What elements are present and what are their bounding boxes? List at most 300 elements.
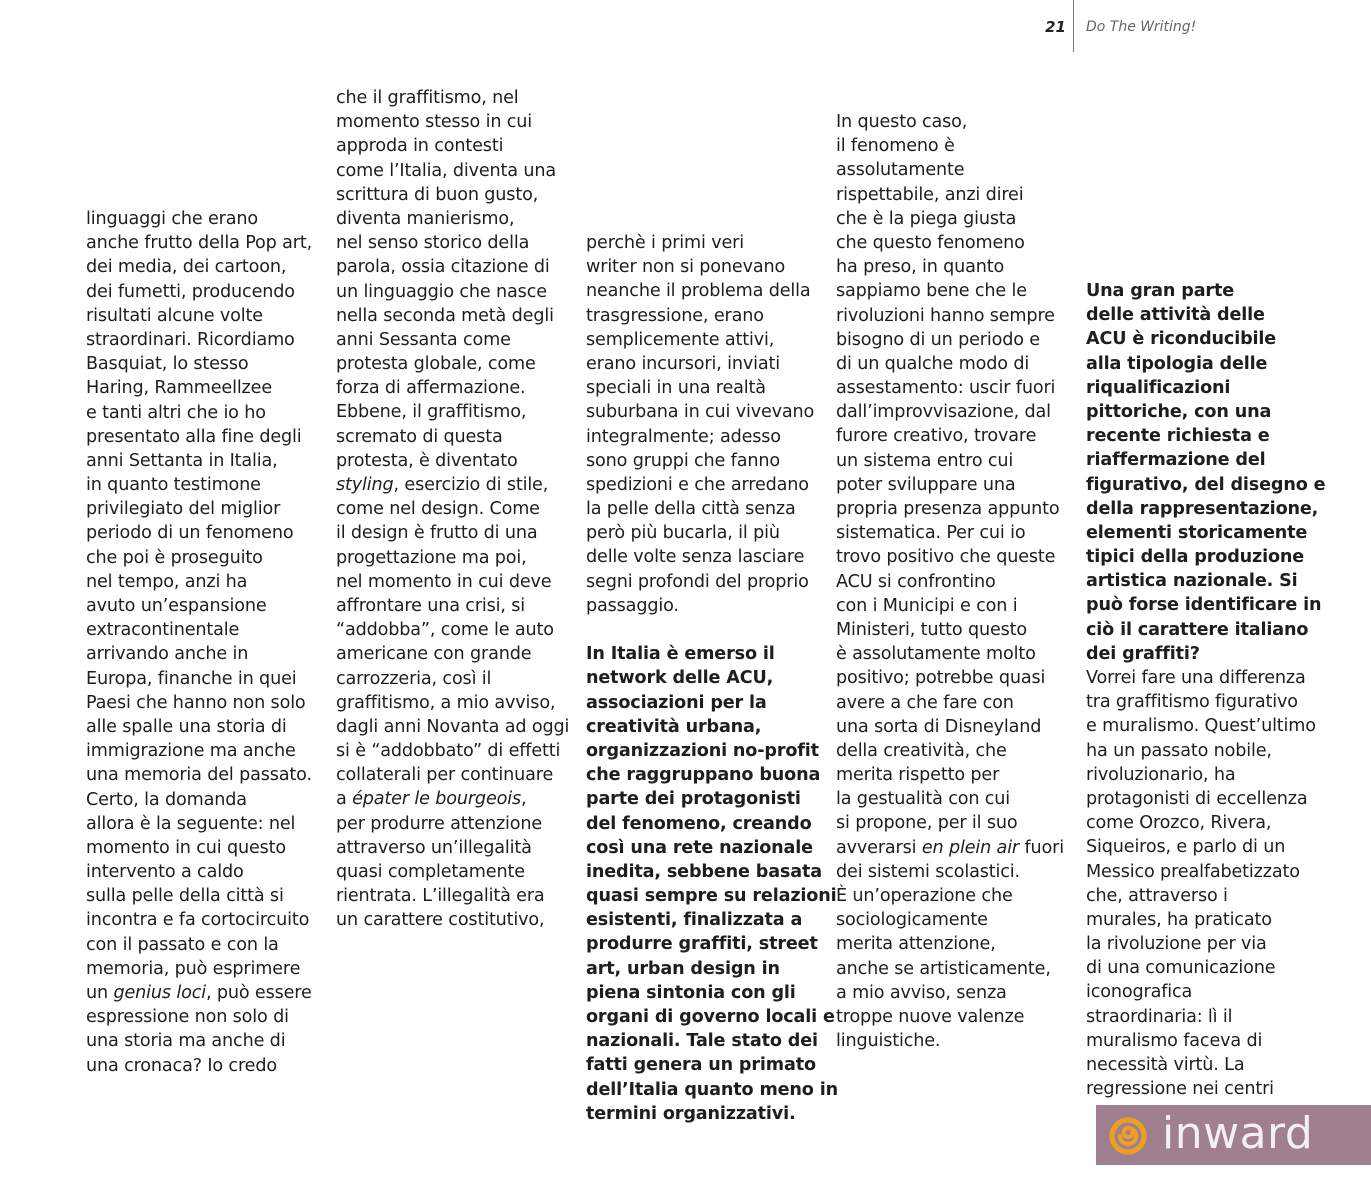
line-text: delle attività delle bbox=[1086, 305, 1265, 326]
line-text: dei media, dei cartoon, bbox=[86, 257, 287, 278]
line-text: con i Municipi e con i bbox=[836, 595, 1018, 616]
line-text: nel tempo, anzi ha bbox=[86, 571, 248, 592]
line-text: Haring, Rammeellzee bbox=[86, 378, 272, 399]
line-text: inedita, sebbene basata bbox=[586, 861, 822, 882]
text-line bbox=[86, 376, 322, 400]
text-line bbox=[836, 207, 1072, 231]
line-text: piena sintonia con gli bbox=[586, 982, 796, 1003]
line-text: che il graffitismo, nel bbox=[336, 88, 519, 108]
line-text: si propone, per il suo bbox=[836, 813, 1018, 834]
line-text: privilegiato del miglior bbox=[86, 499, 281, 520]
text-line bbox=[336, 642, 572, 666]
text-line bbox=[336, 159, 572, 183]
text-column-4 bbox=[836, 110, 1072, 1053]
text-line bbox=[86, 836, 322, 860]
line-text: la pelle della città senza bbox=[586, 499, 796, 520]
text-line bbox=[836, 715, 1072, 739]
text-line bbox=[586, 449, 822, 473]
line-text: Certo, la domanda bbox=[86, 789, 247, 810]
text-line bbox=[836, 618, 1072, 642]
line-text: momento in cui questo bbox=[86, 837, 287, 858]
line-text: scrittura di buon gusto, bbox=[336, 184, 539, 205]
line-text: troppe nuove valenze bbox=[836, 1006, 1025, 1027]
text-line bbox=[86, 304, 322, 328]
text-line bbox=[586, 884, 837, 908]
text-line bbox=[586, 739, 822, 763]
text-column-1 bbox=[86, 207, 322, 1078]
text-line bbox=[586, 352, 822, 376]
line-text: linguistiche. bbox=[836, 1031, 941, 1052]
inward-logo bbox=[1096, 1105, 1371, 1165]
text-line bbox=[586, 715, 822, 739]
text-line bbox=[336, 860, 572, 884]
text-line bbox=[86, 933, 322, 957]
text-line bbox=[86, 497, 322, 521]
line-text: si è “addobbato” di effetti bbox=[336, 741, 561, 762]
line-text: propria presenza appunto bbox=[836, 499, 1060, 519]
line-text: poter sviluppare una bbox=[836, 474, 1016, 495]
text-line bbox=[586, 666, 822, 690]
text-line bbox=[86, 401, 322, 425]
text-line bbox=[1086, 980, 1322, 1004]
text-line bbox=[86, 521, 322, 545]
text-line bbox=[836, 908, 1072, 932]
line-text: suburbana in cui vivevano bbox=[586, 402, 815, 423]
line-text: il design è frutto di una bbox=[336, 523, 538, 544]
line-text: Messico prealfabetizzato bbox=[1086, 861, 1300, 882]
line-text: organi di governo locali e bbox=[586, 1007, 835, 1027]
line-text: creatività urbana, bbox=[586, 716, 762, 737]
line-text: trovo positivo che queste bbox=[836, 547, 1056, 568]
text-line bbox=[836, 110, 1072, 134]
line-text: sistematica. Per cui io bbox=[836, 523, 1026, 544]
line-text: nella seconda metà degli bbox=[336, 305, 554, 326]
line-text: straordinari. Ricordiamo bbox=[86, 329, 295, 350]
text-line bbox=[836, 666, 1072, 690]
text-line bbox=[1086, 835, 1322, 859]
line-text: In questo caso, bbox=[836, 112, 968, 132]
text-line bbox=[836, 1029, 1072, 1053]
text-line bbox=[836, 497, 1072, 521]
line-text: anni Sessanta come bbox=[336, 329, 511, 350]
line-text: avverarsi bbox=[836, 837, 922, 858]
text-line bbox=[336, 570, 572, 594]
text-line bbox=[1086, 787, 1322, 811]
text-line bbox=[1086, 763, 1322, 787]
line-text: attraverso un’illegalità bbox=[336, 837, 532, 858]
line-text: che raggruppano buona bbox=[586, 765, 821, 786]
line-text: bisogno di un periodo e bbox=[836, 329, 1040, 350]
text-line bbox=[86, 715, 322, 739]
line-text: tra graffitismo figurativo bbox=[1086, 692, 1298, 713]
text-line bbox=[336, 449, 572, 473]
line-text: produrre graffiti, street bbox=[586, 934, 818, 955]
line-text: espressione non solo di bbox=[86, 1007, 289, 1028]
line-text: alla tipologia delle bbox=[1086, 353, 1268, 374]
line-text: associazioni per la bbox=[586, 692, 767, 713]
text-line bbox=[336, 110, 572, 134]
text-line bbox=[836, 811, 1072, 835]
text-line bbox=[86, 908, 322, 932]
text-line bbox=[836, 521, 1072, 545]
text-line bbox=[1086, 618, 1322, 642]
text-line bbox=[86, 618, 322, 642]
text-line bbox=[1086, 956, 1322, 980]
text-line bbox=[336, 255, 572, 279]
line-text: protesta, è diventato bbox=[336, 450, 518, 471]
italic-phrase: épater le bourgeois bbox=[352, 789, 521, 810]
line-text: ACU è riconducibile bbox=[1086, 329, 1277, 350]
line-text: collaterali per continuare bbox=[336, 765, 554, 786]
text-line bbox=[586, 836, 822, 860]
line-text: quasi sempre su relazioni bbox=[586, 886, 837, 907]
text-line bbox=[586, 255, 822, 279]
text-line bbox=[86, 788, 322, 812]
text-line bbox=[586, 642, 822, 666]
line-text: memoria, può esprimere bbox=[86, 958, 301, 979]
line-text: ha preso, in quanto bbox=[836, 257, 1005, 278]
line-text: forza di affermazione. bbox=[336, 378, 526, 399]
line-text: nazionali. Tale stato dei bbox=[586, 1031, 818, 1052]
line-text: per produrre attenzione bbox=[336, 813, 543, 834]
text-line bbox=[586, 1053, 822, 1077]
text-line bbox=[586, 376, 822, 400]
line-text: diventa manierismo, bbox=[336, 208, 515, 229]
line-text: ciò il carattere italiano bbox=[1086, 619, 1309, 640]
line-text: protesta globale, come bbox=[336, 354, 536, 375]
text-line bbox=[836, 691, 1072, 715]
text-line bbox=[86, 328, 322, 352]
text-line bbox=[336, 231, 572, 255]
text-line bbox=[586, 279, 822, 303]
text-line bbox=[336, 884, 572, 908]
text-line bbox=[336, 594, 572, 618]
line-text: Ministeri, tutto questo bbox=[836, 619, 1028, 640]
line-text: della rappresentazione, bbox=[1086, 498, 1319, 519]
text-line bbox=[586, 570, 822, 594]
header-divider bbox=[1073, 0, 1074, 52]
line-text: Ebbene, il graffitismo, bbox=[336, 402, 527, 423]
text-line bbox=[336, 546, 572, 570]
line-text: muralismo faceva di bbox=[1086, 1030, 1263, 1051]
text-line bbox=[1086, 448, 1322, 472]
text-line bbox=[586, 473, 822, 497]
text-line bbox=[86, 957, 322, 981]
text-line bbox=[1086, 593, 1322, 617]
line-text: dall’improvvisazione, dal bbox=[836, 402, 1051, 423]
text-line bbox=[1086, 1005, 1322, 1029]
line-text: e tanti altri che io ho bbox=[86, 402, 266, 423]
page-number: 21 bbox=[1045, 18, 1066, 36]
line-text: scremato di questa bbox=[336, 426, 503, 447]
line-text: alle spalle una storia di bbox=[86, 716, 287, 737]
line-text: extracontinentale bbox=[86, 620, 240, 641]
line-text: artistica nazionale. Si bbox=[1086, 571, 1298, 592]
line-text: organizzazioni no-profit bbox=[586, 740, 819, 761]
line-text: parte dei protagonisti bbox=[586, 789, 801, 810]
line-text: intervento a caldo bbox=[86, 862, 244, 883]
text-line bbox=[836, 376, 1072, 400]
text-line bbox=[336, 787, 572, 811]
line-text: un linguaggio che nasce bbox=[336, 281, 547, 302]
text-line bbox=[1086, 1077, 1322, 1101]
text-line bbox=[336, 739, 572, 763]
line-text: avuto un’espansione bbox=[86, 596, 267, 616]
line-text: anni Settanta in Italia, bbox=[86, 450, 278, 471]
line-text: però più bucarla, il più bbox=[586, 523, 780, 544]
line-text: elementi storicamente bbox=[1086, 522, 1308, 543]
text-line bbox=[1086, 473, 1326, 497]
text-line bbox=[836, 328, 1072, 352]
line-text: rivoluzionario, ha bbox=[1086, 764, 1236, 785]
line-text: delle volte senza lasciare bbox=[586, 547, 805, 568]
text-line bbox=[86, 691, 322, 715]
line-text: linguaggi che erano bbox=[86, 209, 258, 229]
text-line bbox=[1086, 932, 1322, 956]
text-line bbox=[836, 183, 1072, 207]
text-line bbox=[586, 1102, 822, 1126]
line-text: ha un passato nobile, bbox=[1086, 740, 1272, 761]
text-line bbox=[1086, 376, 1322, 400]
text-line bbox=[336, 304, 572, 328]
line-text: assolutamente bbox=[836, 160, 965, 181]
text-line bbox=[1086, 545, 1322, 569]
text-line bbox=[1086, 714, 1322, 738]
text-line bbox=[86, 667, 322, 691]
line-text: affrontare una crisi, si bbox=[336, 595, 526, 616]
line-text: allora è la seguente: nel bbox=[86, 813, 296, 834]
line-text: con il passato e con la bbox=[86, 934, 279, 955]
line-text: del fenomeno, creando bbox=[586, 813, 812, 834]
line-text: americane con grande bbox=[336, 644, 532, 665]
text-line bbox=[86, 739, 322, 763]
text-line bbox=[1086, 690, 1322, 714]
line-text: nel senso storico della bbox=[336, 233, 530, 254]
line-text: dei sistemi scolastici. bbox=[836, 861, 1020, 882]
text-line bbox=[836, 231, 1072, 255]
text-line bbox=[586, 957, 822, 981]
text-line bbox=[336, 134, 572, 158]
text-line bbox=[1086, 860, 1322, 884]
line-text: la gestualità con cui bbox=[836, 789, 1011, 810]
text-line bbox=[836, 932, 1072, 956]
line-text: la rivoluzione per via bbox=[1086, 934, 1267, 955]
line-text-after: , bbox=[520, 789, 527, 810]
text-line bbox=[1086, 424, 1322, 448]
text-line bbox=[586, 1005, 835, 1029]
text-line bbox=[336, 183, 572, 207]
line-text: rispettabile, anzi direi bbox=[836, 184, 1024, 205]
text-line bbox=[336, 812, 572, 836]
text-line bbox=[836, 279, 1072, 303]
line-text: un carattere costitutivo, bbox=[336, 910, 545, 931]
text-line bbox=[336, 376, 572, 400]
text-line bbox=[836, 594, 1072, 618]
text-line bbox=[836, 787, 1072, 811]
line-text: graffitismo, a mio avviso, bbox=[336, 692, 556, 713]
line-text: rivoluzioni hanno sempre bbox=[836, 305, 1055, 326]
text-line bbox=[1086, 884, 1322, 908]
line-text: furore creativo, trovare bbox=[836, 426, 1037, 447]
line-text: dagli anni Novanta ad oggi bbox=[336, 716, 570, 737]
text-line bbox=[336, 473, 572, 497]
line-text: assestamento: uscir fuori bbox=[836, 378, 1056, 399]
line-text: Paesi che hanno non solo bbox=[86, 692, 306, 713]
line-text: speciali in una realtà bbox=[586, 378, 766, 399]
text-line bbox=[836, 739, 1072, 763]
line-text: un sistema entro cui bbox=[836, 450, 1014, 471]
line-text: Vorrei fare una differenza bbox=[1086, 668, 1306, 688]
text-line bbox=[1086, 642, 1322, 666]
text-line bbox=[836, 255, 1072, 279]
line-text: parola, ossia citazione di bbox=[336, 257, 550, 278]
text-line bbox=[336, 667, 572, 691]
text-line bbox=[586, 328, 822, 352]
line-text-after: fuori bbox=[1019, 837, 1064, 858]
text-line bbox=[586, 618, 822, 642]
line-text: riqualificazioni bbox=[1086, 377, 1231, 398]
text-line bbox=[836, 158, 1072, 182]
text-line bbox=[86, 1005, 322, 1029]
text-line bbox=[836, 352, 1072, 376]
line-text: murales, ha praticato bbox=[1086, 909, 1272, 930]
text-line bbox=[586, 981, 822, 1005]
line-text-after: , esercizio di stile, bbox=[393, 475, 549, 495]
text-line bbox=[836, 545, 1072, 569]
text-line bbox=[1086, 569, 1322, 593]
line-text: una cronaca? Io credo bbox=[86, 1055, 277, 1076]
text-line bbox=[86, 981, 322, 1005]
line-text: integralmente; adesso bbox=[586, 426, 781, 447]
text-line bbox=[336, 280, 572, 304]
line-text: può forse identificare in bbox=[1086, 595, 1322, 616]
line-text: Basquiat, lo stesso bbox=[86, 354, 249, 375]
text-line bbox=[336, 908, 572, 932]
text-line bbox=[336, 691, 572, 715]
text-line bbox=[586, 231, 822, 255]
text-line bbox=[586, 400, 822, 424]
line-text: perchè i primi veri bbox=[586, 233, 744, 253]
line-text: regressione nei centri bbox=[1086, 1079, 1274, 1100]
line-text: momento stesso in cui bbox=[336, 112, 533, 133]
text-line bbox=[86, 860, 322, 884]
text-line bbox=[586, 594, 822, 618]
line-text: progettazione ma poi, bbox=[336, 547, 527, 568]
line-text: incontra e fa cortocircuito bbox=[86, 910, 310, 931]
line-text: iconografica bbox=[1086, 982, 1193, 1003]
line-text: network delle ACU, bbox=[586, 668, 774, 689]
text-line bbox=[86, 1029, 322, 1053]
line-text: avere a che fare con bbox=[836, 692, 1014, 713]
text-line bbox=[586, 763, 822, 787]
text-line bbox=[836, 570, 1072, 594]
text-line bbox=[86, 594, 322, 618]
text-line bbox=[836, 1005, 1072, 1029]
text-line bbox=[1086, 739, 1322, 763]
line-text: in quanto testimone bbox=[86, 475, 261, 496]
line-text: sulla pelle della città si bbox=[86, 886, 284, 907]
line-text: arrivando anche in bbox=[86, 644, 249, 665]
line-text: quasi completamente bbox=[336, 862, 525, 882]
line-text: protagonisti di eccellenza bbox=[1086, 788, 1308, 809]
text-line bbox=[836, 642, 1072, 666]
text-column-3 bbox=[586, 231, 838, 1126]
text-line bbox=[1086, 279, 1322, 303]
line-text: a bbox=[336, 789, 353, 810]
line-text: termini organizzativi. bbox=[586, 1103, 796, 1124]
line-text: sono gruppi che fanno bbox=[586, 450, 780, 471]
text-line bbox=[836, 134, 1072, 158]
text-column-2 bbox=[336, 86, 572, 933]
line-text: che è la piega giusta bbox=[836, 208, 1017, 229]
text-line bbox=[336, 497, 572, 521]
text-line bbox=[836, 957, 1072, 981]
text-line bbox=[86, 570, 322, 594]
line-text: come Orozco, Rivera, bbox=[1086, 813, 1272, 834]
text-line bbox=[1086, 497, 1322, 521]
text-line bbox=[1086, 1053, 1322, 1077]
line-text: così una rete nazionale bbox=[586, 837, 813, 858]
text-line bbox=[86, 207, 322, 231]
line-text: In Italia è emerso il bbox=[586, 644, 775, 665]
text-line bbox=[1086, 666, 1322, 690]
line-text: sappiamo bene che le bbox=[836, 281, 1027, 302]
text-line bbox=[336, 521, 572, 545]
text-line bbox=[586, 304, 822, 328]
text-line bbox=[586, 860, 822, 884]
text-line bbox=[86, 255, 322, 279]
line-text: Una gran parte bbox=[1086, 281, 1234, 301]
line-text: “addobba”, come le auto bbox=[336, 620, 554, 641]
line-text: passaggio. bbox=[586, 595, 679, 616]
line-text: e muralismo. Quest’ultimo bbox=[1086, 716, 1316, 737]
line-text: come nel design. Come bbox=[336, 499, 540, 520]
line-text: di un qualche modo di bbox=[836, 353, 1030, 374]
text-line bbox=[586, 908, 822, 932]
line-text: a mio avviso, senza bbox=[836, 982, 1007, 1003]
text-line bbox=[336, 328, 572, 352]
line-text: Siqueiros, e parlo di un bbox=[1086, 837, 1286, 858]
line-text: immigrazione ma anche bbox=[86, 741, 296, 762]
line-text: periodo di un fenomeno bbox=[86, 523, 294, 544]
text-line bbox=[586, 521, 822, 545]
line-text: approda in contesti bbox=[336, 136, 504, 157]
italic-phrase: styling bbox=[336, 475, 394, 495]
text-line bbox=[1086, 327, 1322, 351]
line-text: riaffermazione del bbox=[1086, 450, 1266, 471]
text-line bbox=[86, 546, 322, 570]
text-line bbox=[586, 1029, 822, 1053]
line-text: art, urban design in bbox=[586, 958, 780, 979]
line-text: è assolutamente molto bbox=[836, 644, 1036, 665]
text-line bbox=[336, 763, 572, 787]
text-line bbox=[336, 425, 572, 449]
text-line bbox=[86, 642, 322, 666]
italic-phrase: genius loci bbox=[113, 983, 206, 1003]
text-line bbox=[836, 304, 1072, 328]
text-line bbox=[1086, 521, 1322, 545]
line-text: come l’Italia, diventa una bbox=[336, 160, 556, 181]
line-text: che, attraverso i bbox=[1086, 885, 1228, 906]
line-text: di una comunicazione bbox=[1086, 958, 1276, 979]
text-line bbox=[86, 449, 322, 473]
text-line bbox=[86, 1054, 322, 1078]
text-line bbox=[586, 425, 822, 449]
text-line bbox=[336, 715, 572, 739]
text-line bbox=[86, 473, 322, 497]
text-line bbox=[336, 207, 572, 231]
line-text: tipici della produzione bbox=[1086, 547, 1305, 568]
